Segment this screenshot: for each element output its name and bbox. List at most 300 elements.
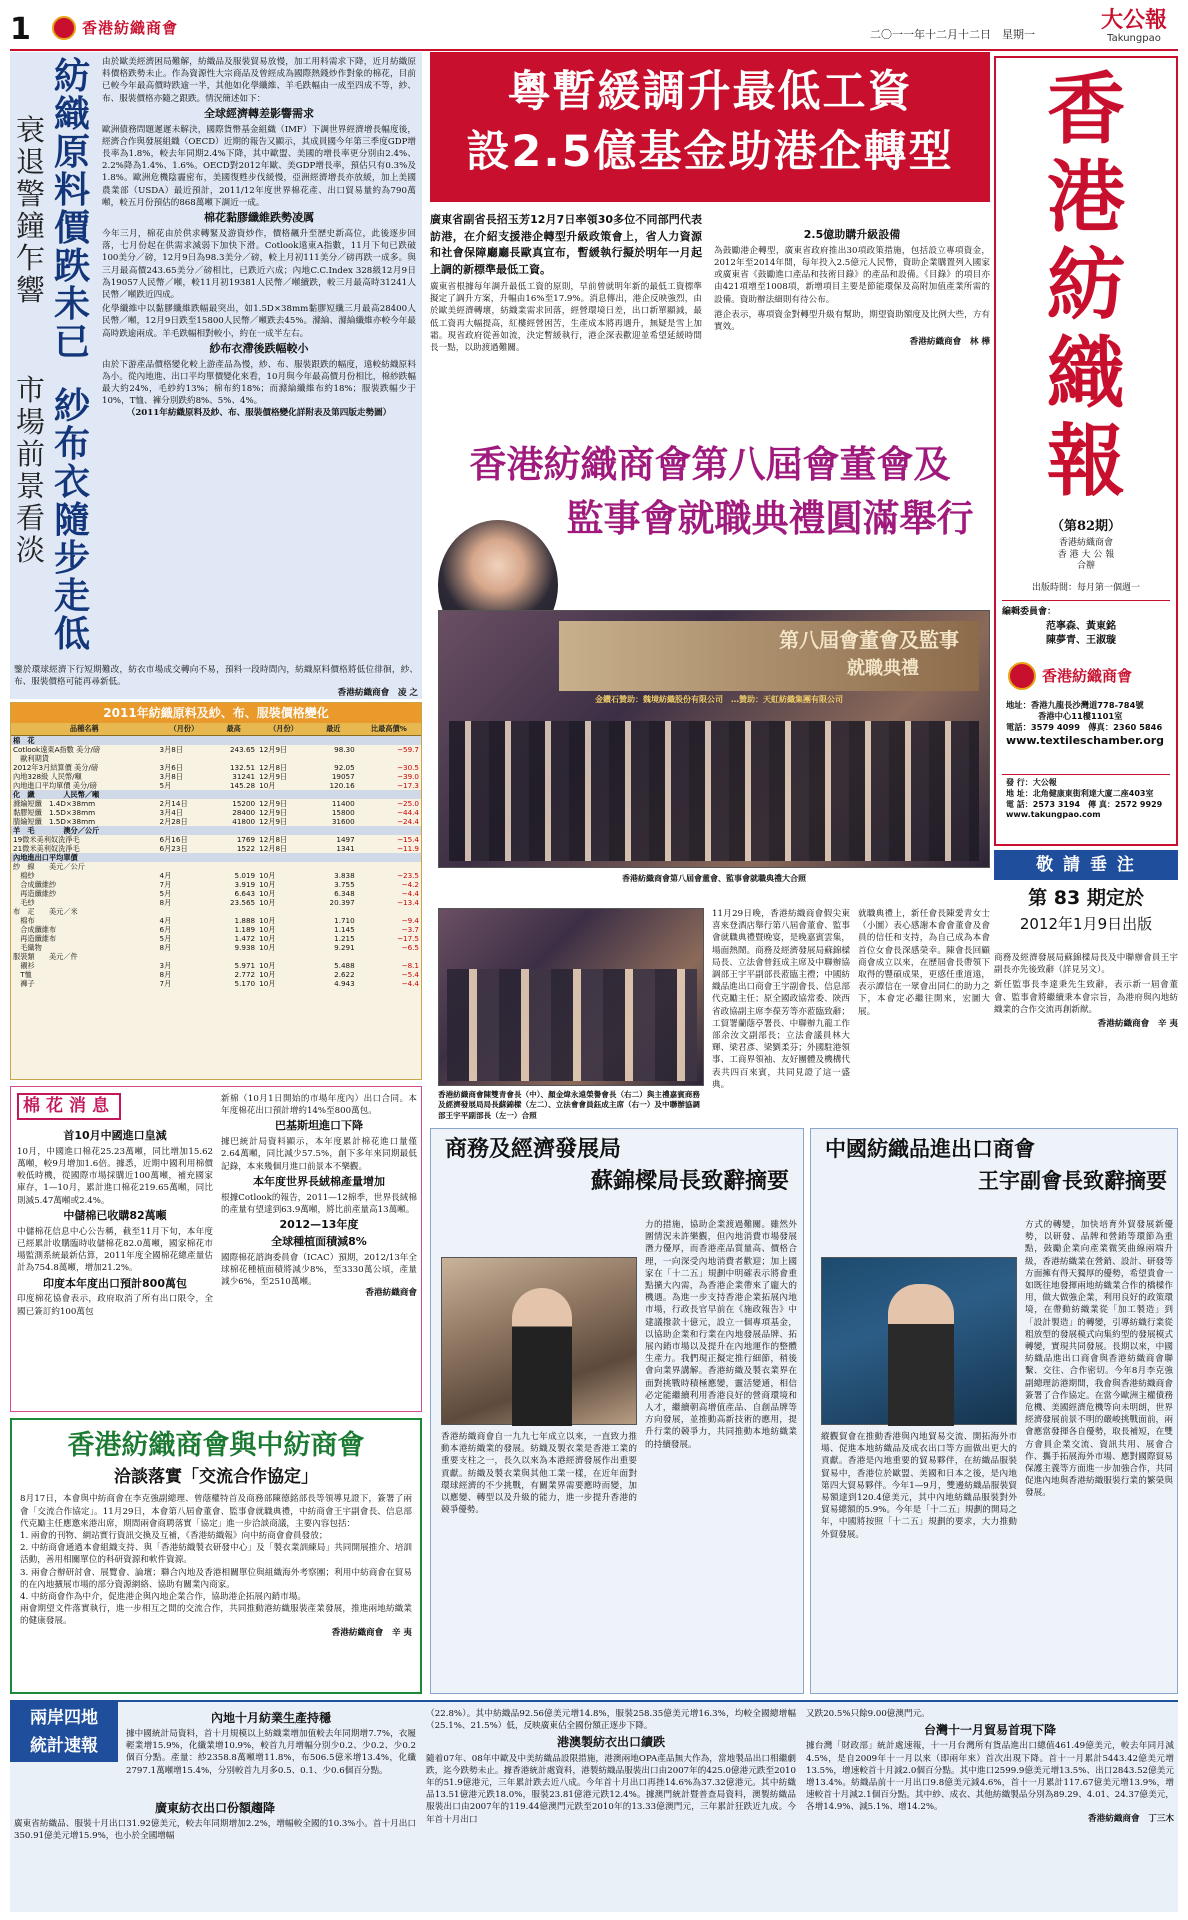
cotton-item-text: 10月，中國進口棉花25.23萬噸，同比增加15.62萬噸，較9月增加1.6倍。據悉，近期中國利用棉價較低時機，從國際市場採購近100萬噸，補充國家庫存，1—10月，累計進口棉花219.65萬噸，同比則減5.47萬噸或2.4%。 xyxy=(17,1146,213,1206)
table-cell: 3月8日 xyxy=(159,744,184,754)
table-cell: 1522 xyxy=(236,843,256,853)
table-cell: 41800 xyxy=(232,816,256,826)
price-table-row xyxy=(11,817,421,826)
table-cell xyxy=(257,952,310,961)
lead-paragraph-4: 由於下游產品價格變化較上游產品為慢，紗、布、服裝跟跌的幅度，遠較紡織原料為小。從內地進、出口平均單價變化來看，10月與今年最高價月份相比，棉紗跌幅最大約24%，毛紗約13%；棉布約18%；而滌綸纖維布約18%；服裝跌幅少于10%，T恤、褲分別跌約8%、5%、4%。 xyxy=(102,359,416,407)
table-cell: 12月8日 xyxy=(259,843,288,853)
table-cell: −3.7 xyxy=(401,924,419,934)
table-cell: −4.4 xyxy=(401,888,419,898)
table-cell xyxy=(310,754,357,763)
cotton-item-text: 中儲棉花信息中心公告稱，截至11月下旬，本年度已經累計收購臨時收儲棉花82.0萬噸，國家棉花市場監測系統最新估算，2011年度全國棉花總產量估計為754.8萬噸，增加21.2%。 xyxy=(17,1226,213,1274)
price-table-category-row xyxy=(11,790,421,799)
stats-label-1: 兩岸四地 xyxy=(30,1708,98,1728)
notice-line-2: 2012年1月9日出版 xyxy=(1019,914,1153,933)
table-cell: 3.755 xyxy=(334,879,355,889)
vice-chairman-figure xyxy=(888,1284,954,1426)
paper-logo-en: Takungpao xyxy=(1107,33,1161,44)
table-cell: 8月 xyxy=(159,897,172,907)
min-wage-body: 廣東省根據每年調升最低工資的原則，早前曾就明年新的最低工資標準擬定了調升方案，升幅由16%至17.9%。消息傳出，港企反映強烈，由於歐美經濟轉壞，紡織業需求回落，經營環境日差，出口新單顯減，最低工資再大幅提高，紅樓經營困苦，生產成本將再遇升，無疑是雪上加霜。現省政府從善如流，決定暫緩執行，港企深表歡迎並希望延緩時間長一點，以助渡過難關。 xyxy=(430,282,702,354)
ceremony-continuation xyxy=(994,952,1178,1122)
lead-paragraph-1: 歐洲債務問題遲遲未解決，國際貨幣基金組織（IMF）下調世界經濟增長幅度後，經濟合作與發展組織（OECD）近期的報告又顯示，其成員國今年第三季度GDP增長率為1.8%，較去年同期2.4%下降，其中歐盟、美國的增長率更分別由2.4%、2.2%降為1.4%、1.6%。OECD對2012年歐、美GDP增長率，預估只有0.3%及1.8%。歐洲危機陰霾密布，美國復甦步伐緩慢，亞洲經濟增長亦放緩，加上美國農業部（USDA）最近預計，2011/12年度世界棉花產、出口貿易量約為790萬噸，較五月份預估的868萬噸下調近一成。 xyxy=(102,124,416,208)
price-table-panel xyxy=(10,702,422,1080)
table-cell: 2月28日 xyxy=(159,816,188,826)
page-number: 1 xyxy=(10,12,31,47)
stats-b-head: 廣東紡衣出口份額趨降 xyxy=(154,1801,275,1815)
table-cell: 10月 xyxy=(259,897,276,907)
table-cell xyxy=(257,907,310,916)
price-table-category-row xyxy=(11,826,421,835)
table-cell: 滌綸短纖 1.4D×38mm xyxy=(13,798,96,808)
table-cell: 10月 xyxy=(259,924,276,934)
table-cell: 5.170 xyxy=(234,978,256,988)
table-cell: 7月 xyxy=(159,879,172,889)
table-cell: 10月 xyxy=(259,870,276,880)
chamber-website-link[interactable]: www.textileschamber.org xyxy=(1006,733,1165,747)
masthead-title xyxy=(996,66,1176,506)
cotton-item-text: 據巴統計局資料顯示，本年度累計棉花進口量僅2.64萬噸，同比減少57.5%，創下多年來同期最低記錄，本來幾個月進口前景本不樂觀。 xyxy=(221,1137,417,1172)
publisher-block xyxy=(1006,778,1172,821)
cotton-news-title xyxy=(17,1093,121,1120)
masthead-divider xyxy=(1002,600,1170,601)
price-table-category-row xyxy=(11,853,421,862)
table-cell: 5月 xyxy=(159,933,172,943)
table-cell: −5.4 xyxy=(401,969,419,979)
table-cell: 6月16日 xyxy=(159,834,188,844)
lead-conclusion xyxy=(14,664,418,700)
table-cell: −24.4 xyxy=(396,816,419,826)
sponsor-label: 金鑽石贊助：魏境紡織股份有限公司 …贊助：天虹紡織集團有限公司 xyxy=(595,695,843,704)
minister-body-1: 香港紡織商會自一九九七年成立以來，一直致力推動本港紡織業的發展。紡織及製衣業是香港工業的重要支柱之一，長久以來為本港經濟發展作出重要貢獻。紡織及製衣業與其他工業一樣，在近年面對環球經濟的不少挑戰，有關業界需要應時而變，加以應變、轉型以及升級的能力，進一步提升香港的競爭優勢。 xyxy=(441,1432,637,1516)
table-cell xyxy=(357,952,421,961)
table-cell: 3月8日 xyxy=(159,771,184,781)
stats-a-col xyxy=(126,1728,416,1777)
cotton-item-head: 全球種植面積減8% xyxy=(271,1234,367,1248)
stats-d-head: 台灣十一月貿易首現下降 xyxy=(923,1723,1056,1738)
table-cell: −59.7 xyxy=(396,744,419,754)
price-table-row xyxy=(11,781,421,790)
cotton-item-head: 本年度世界長絨棉產量增加 xyxy=(253,1174,385,1188)
masthead-title-char: 紡 xyxy=(1046,240,1125,331)
table-cell: 12月9日 xyxy=(259,771,288,781)
price-table-row xyxy=(11,754,421,763)
category-label: 棉 花 xyxy=(11,735,421,745)
price-table-row xyxy=(11,889,421,898)
lead-paragraph-5: 鑒於環球經濟下行短期難改，紡衣市場成交轉向不易，預料一段時間內，紡織原料價格將低位徘徊，紗、布、服裝價格可能再尋新低。 xyxy=(14,665,418,688)
table-cell xyxy=(357,754,421,763)
table-cell xyxy=(158,754,211,763)
table-cell: 4.943 xyxy=(334,978,355,988)
table-cell: 12月9日 xyxy=(259,816,288,826)
table-cell: 紗 線 美元／公斤 xyxy=(13,861,85,871)
cotton-news-byline: 香港紡織商會 xyxy=(365,1288,417,1299)
cooperation-subhead: 洽談落實「交流合作協定」 xyxy=(114,1467,318,1488)
table-cell: 4月 xyxy=(159,870,172,880)
issue-date: 二〇一一年十二月十二日 星期一 xyxy=(870,28,1035,41)
table-cell: 1341 xyxy=(336,843,355,853)
table-cell: 合成纖維紗 xyxy=(13,879,57,889)
min-wage-subhead: 2.5億助購升級設備 xyxy=(803,228,901,241)
cotton-item-head: 巴基斯坦進口下降 xyxy=(275,1119,363,1133)
table-cell: 2.622 xyxy=(334,969,355,979)
price-table-row xyxy=(11,763,421,772)
group-photo-caption: 香港紡織商會第八屆會董會、監事會就職典禮大合照 xyxy=(622,874,806,883)
table-cell: 2.772 xyxy=(234,969,256,979)
editors xyxy=(1046,620,1116,647)
table-cell: 5.971 xyxy=(234,960,256,970)
stats-a-col-wide xyxy=(14,1798,416,1843)
price-table-row xyxy=(11,925,421,934)
vice-chairman-headline-2: 王宇副會長致辭摘要 xyxy=(978,1169,1167,1193)
table-cell: 1.472 xyxy=(234,933,256,943)
stats-label-2: 統計速報 xyxy=(30,1736,98,1756)
stats-d-col xyxy=(806,1708,1174,1825)
col-header: （月份） xyxy=(158,723,211,735)
table-cell xyxy=(310,907,357,916)
table-cell xyxy=(158,952,211,961)
masthead-title-char: 港 xyxy=(1046,152,1125,243)
price-table-row xyxy=(11,943,421,952)
price-table-row xyxy=(11,799,421,808)
cooperation-headline: 香港紡織商會與中紡商會 xyxy=(67,1430,365,1461)
next-issue-notice xyxy=(994,850,1178,946)
table-cell: 20.397 xyxy=(329,897,355,907)
table-cell xyxy=(210,952,257,961)
ceremony-body: 11月29日晚，香港紡織商會假尖東喜來登酒店舉行第八屆會董會、監事會就職典禮暨晚宴，是晚嘉賓雲集，場面熱鬧。商務及經濟發展局蘇錦樑局長、立法會曾鈺成主席及中聯辦協調部王宇平副部長蒞臨主禮；中國紡織品進出口商會王宇副會長、信息部代克勵主任；原全國政協常委、陝西省政協副主席李葆芳等亦蒞臨致辭；工貿署蘭蔭亭署長、中聯辦九龍工作部余汝文副部長；立法會議員林大輝、梁君彥、梁劉柔芬；外國駐港領事、工商界領袖、友好團體及機構代表共四百來賓，共同見證了這一盛典。 xyxy=(712,909,850,1090)
price-table-row xyxy=(11,862,421,871)
price-table-row xyxy=(11,871,421,880)
notice-line-1: 第 83 期定於 xyxy=(1028,887,1144,909)
table-cell: −13.4 xyxy=(396,897,419,907)
table-cell: 10月 xyxy=(259,780,276,790)
col-header: 最近 xyxy=(310,723,357,735)
table-cell: 7月 xyxy=(159,978,172,988)
backdrop-banner xyxy=(559,621,979,691)
table-cell: 6月23日 xyxy=(159,843,188,853)
ceremony-headline-2: 監事會就職典禮圓滿舉行 xyxy=(566,497,974,540)
table-cell: −6.5 xyxy=(401,942,419,952)
ceremony-body-col xyxy=(712,908,850,1120)
lead-vertical-subtitle-a: 衰退警鐘乍響 xyxy=(16,113,46,307)
table-cell: 5月 xyxy=(159,780,172,790)
table-cell: 毛織物 xyxy=(13,942,42,952)
editorial-label: 編輯委員會： xyxy=(1002,607,1057,617)
table-cell: 1497 xyxy=(336,834,355,844)
notice-title: 敬 請 垂 注 xyxy=(994,850,1178,880)
presentation-people xyxy=(447,969,697,1081)
table-cell: −25.0 xyxy=(396,798,419,808)
price-table-title: 2011年紡織原料及紗、布、服裝價格變化 xyxy=(11,703,421,723)
table-cell: 2月14日 xyxy=(159,798,188,808)
table-cell xyxy=(210,754,257,763)
price-table-row xyxy=(11,961,421,970)
table-cell: −17.5 xyxy=(396,933,419,943)
col-header: 最高 xyxy=(210,723,257,735)
cotton-item-text: 印度棉花協會表示，政府取消了所有出口限令，全國已簽訂約100萬包 xyxy=(17,1294,213,1317)
price-table-row xyxy=(11,952,421,961)
ceremony-body-c: 商務及經濟發展局蘇錦樑局長及中聯辦會員王宇副長亦先後致辭（詳見另文）。 xyxy=(994,953,1178,976)
takungpao-website-link[interactable]: www.takungpao.com xyxy=(1006,810,1101,820)
vice-chairman-photo xyxy=(821,1257,1017,1425)
editors-line-1: 范寧森、黃東銘 xyxy=(1046,621,1116,632)
stats-byline: 香港紡織商會 丁三木 xyxy=(1088,1813,1174,1824)
table-cell: 9.291 xyxy=(334,942,355,952)
table-cell: 31600 xyxy=(331,816,355,826)
lead-table-note: （2011年紡織原料及紗、布、服裝價格變化詳附表及第四版走勢圖） xyxy=(126,408,392,419)
stats-c-col xyxy=(426,1708,796,1826)
table-cell: 243.65 xyxy=(229,744,256,754)
cotton-item-head: 中儲棉已收購82萬噸 xyxy=(63,1208,167,1222)
address-line: 電話：3579 4099 傳真：2360 5846 xyxy=(1006,722,1163,733)
table-cell: 15200 xyxy=(232,798,256,808)
masthead-box xyxy=(994,56,1178,846)
price-table-row xyxy=(11,772,421,781)
masthead-org-logo xyxy=(1004,658,1170,694)
table-cell: 8月 xyxy=(159,942,172,952)
min-wage-body-3: 港企表示，專項資金對轉型升級有幫助，期望資助額度及比例大些，方有實效。 xyxy=(714,309,990,333)
min-wage-col-1 xyxy=(430,212,702,412)
table-cell: 10月 xyxy=(259,960,276,970)
table-cell: 10月 xyxy=(259,915,276,925)
header-rule xyxy=(10,49,1178,51)
table-cell: 1.145 xyxy=(334,924,355,934)
col-header: （月份） xyxy=(257,723,310,735)
table-cell: 23.565 xyxy=(229,897,256,907)
table-cell: 28400 xyxy=(232,807,256,817)
table-cell: 襯衫 xyxy=(13,960,35,970)
table-cell: 21微米美利奴洗淨毛 xyxy=(13,843,80,853)
min-wage-headline-2: 設2.5億基金助港企轉型 xyxy=(466,127,954,177)
table-cell: 120.16 xyxy=(329,780,355,790)
table-cell: 合成纖維布 xyxy=(13,924,57,934)
table-cell: 褲子 xyxy=(13,978,35,988)
table-cell: 11400 xyxy=(331,798,355,808)
table-cell: 1.710 xyxy=(334,915,355,925)
table-cell: 31241 xyxy=(232,771,256,781)
stats-c-head: 港澳製紡衣出口續跌 xyxy=(556,1735,665,1750)
table-cell: 內地328級 人民幣/噸 xyxy=(13,771,82,781)
price-table-row xyxy=(11,835,421,844)
vice-chairman-col-2 xyxy=(1025,1219,1173,1689)
price-table-row xyxy=(11,844,421,853)
table-cell: 再造纖維布 xyxy=(13,933,57,943)
table-cell: 6.348 xyxy=(334,888,355,898)
stats-d-text-1: 又跌20.5%只餘9.00億澳門元。 xyxy=(806,1709,930,1719)
masthead-title-char: 織 xyxy=(1046,328,1125,419)
table-cell: 6月 xyxy=(159,924,172,934)
table-cell: 19微米美利奴洗淨毛 xyxy=(13,834,80,844)
lead-subhead-2: 棉花黏膠纖維跌勢凌厲 xyxy=(204,211,314,225)
vice-chairman-col-1 xyxy=(821,1431,1017,1689)
table-cell: 4月 xyxy=(159,915,172,925)
table-cell: 8月 xyxy=(159,969,172,979)
masthead-frequency: 出版時間：每月第一個週一 xyxy=(1031,583,1140,593)
table-cell xyxy=(210,862,257,871)
stats-label xyxy=(10,1702,118,1762)
ceremony-body-b: 就職典禮上，新任會長陳愛青女士（小圖）表心感謝本會會董會及會員的信任和支持，為自己成為本會首位女會長深感榮幸。陳會長回顧商會成立以來，在歷屆會長帶領下取得的豐碩成果，更感任重道遠，表示譚信在一眾會出同仁的助力之下，本會定必繼往開來，宏圖大展。 xyxy=(858,909,990,1017)
ceremony-article xyxy=(430,420,990,1120)
price-table-row xyxy=(11,808,421,817)
price-table-row xyxy=(11,934,421,943)
cooperation-article xyxy=(10,1418,422,1694)
cooperation-point: 2. 中紡商會通過本會組織支持、與「香港紡織製衣研發中心」及「製衣業訓練局」共同開展推介、培訓活動，善用相關單位的科研資源和軟件資源。 xyxy=(20,1543,412,1566)
price-table-row xyxy=(11,880,421,889)
table-cell: 12月8日 xyxy=(259,762,288,772)
ceremony-body-d: 新任監事長李達秉先生致辭，表示新一屆會董會、監事會將繼續秉本會宗旨，為港府與內地紡織業的合作交流再創新猷。 xyxy=(994,980,1178,1015)
table-cell: −44.4 xyxy=(396,807,419,817)
paper-logo-text: 大公報 xyxy=(1100,7,1167,33)
stats-section xyxy=(10,1700,1178,1912)
price-table-row xyxy=(11,907,421,916)
stats-a-head: 內地十月紡業生產持穩 xyxy=(210,1711,331,1725)
table-cell: 棉布 xyxy=(13,915,35,925)
lead-intro: 由於歐美經濟困局難解，紡織品及服裝貿易放慢，加工用料需求下降，近月紡織原料價格跌勢未止。作為資源性大宗商品及曾經成為國際熱錢炒作對象的棉花，目前已較今年最高價時跌逾一半，其他如化學纖維、羊毛跌幅由一成至四成不等，紗、布、服裝價格亦隨之跟跌。情況簡述如下： xyxy=(102,57,416,104)
table-cell: −9.4 xyxy=(401,915,419,925)
col-header: 比最高價% xyxy=(357,723,421,735)
minister-col-2 xyxy=(645,1219,797,1689)
price-table xyxy=(11,723,421,988)
cotton-news-col-2 xyxy=(221,1093,417,1409)
table-cell: 145.28 xyxy=(229,780,256,790)
table-cell: 6.643 xyxy=(234,888,256,898)
table-cell xyxy=(158,862,211,871)
table-cell: 1.888 xyxy=(234,915,256,925)
address-line: 香港中心11樓1101室 xyxy=(1038,711,1123,722)
masthead-publishers xyxy=(996,538,1176,573)
cotton-news-col-1 xyxy=(17,1127,213,1409)
table-cell: 10月 xyxy=(259,879,276,889)
group-photo xyxy=(438,610,990,868)
vice-chairman-body-2: 方式的轉變，加快培育外貿發展新優勢，以研發、品牌和營銷等環節為重點，鼓勵企業向產業微笑曲線兩端升級，香港紡織業在營銷、設計、研發等方面擁有得天獨厚的優勢，希望貴會一如既往地發揮兩地紡織業合作的橋樑作用，做大做強企業，利用良好的政策環境，在帶動紡織業從「加工製造」到「設計製造」的轉變，引導紡織行業從粗放型的發展模式向集約型的發展模式轉變，實現共同發展。長期以來，中國紡織品進出口商會與香港紡織商會聯繫、交往、合作密切。今年8月李克強副總理訪港期間，我會與香港紡織商會簽署了合作協定。在當今歐洲主權債務危機、美國經濟危機等向未明朗，世界經濟發展前景不明的嚴峻挑戰面前，兩會應當發揮各自優勢，取長補短，在雙方會員企業交流、資訊共用、展會合作、攜手拓展海外市場、應對國際貿易保護主義等方面進一步加強合作，共同促進內地與香港紡織服裝行業的繁榮與發展。 xyxy=(1025,1220,1173,1499)
min-wage-byline: 香港紡織商會 林 樺 xyxy=(909,337,990,348)
lead-paragraph-2: 今年三月，棉花由於供求轉緊及游資炒作，價格飆升至歷史新高位，此後逐步回落，七月份起在供需求減弱下加快下滑。Cotlook遠東A指數，11月下旬已跌破100美分／磅，12月9日為98.3美分／磅，較上月初111美分／磅再跌一成多。與三月最高價243.65美分／磅相比，已跌近六成；內地C.C.Index 328級12月9日為19057人民幣／噸，較11月初19381人民幣／噸續跌，較三月最高時31241人民幣／噸跌近四成。 xyxy=(102,228,416,300)
stats-c-text: 隨着07年、08年中歐及中美紡織品設限措施，港澳兩地OPA產品無大作為，當地製品出口相繼劇跌，迄今跌勢未止。據香港統計處資料，港製紡織品服裝出口由2007年的425.0億港元跌至2010年的51.9億港元，三年累計跌去近八成。今年首十月出口再挫14.6%為37.32億港元。其中紡織品13.51億港元跌18.0%，服裝23.81億港元跌12.4%。據澳門統計暨普查局資料，澳製紡織品服裝出口由2007年的119.44億澳門元跌至2010年的13.33億澳門元，三年累計狂跌近九成。今年首十月出口 xyxy=(426,1753,796,1825)
lead-paragraph-3: 化學纖維中以黏膠纖維跌幅最突出，如1.5D×38mm黏膠短纖三月最高28400人民幣／噸，12月9日跌至15800人民幣／噸跌去45%。滌綸、滌綸纖維亦較今年最高時跌逾兩成。羊毛跌幅相對較小，約在一成半左右。 xyxy=(102,304,416,339)
min-wage-body-2: 為鼓勵港企轉型，廣東省政府推出30項政策措施，包括設立專項資金，2012年至2014年間，每年投入2.5億元人民幣，資助企業購置列入國家或廣東省《鼓勵進口產品和技術目錄》的產品和設備。《目錄》的項目亦由421項增至1008項，新增項目主要是節能環保及高附加值產業所需的設備。資助辦法細則有待公布。 xyxy=(714,245,990,305)
minister-headline-1: 商務及經濟發展局 xyxy=(445,1137,622,1162)
table-cell: 10月 xyxy=(259,933,276,943)
cooperation-point: 3. 兩會合辦研討會、展覽會、論壇；聯合內地及香港相關單位與組織海外考察團；利用中紡商會在貿易的在內地擴展市場的部分資源網絡、協助有關業內商家。 xyxy=(20,1567,412,1590)
table-cell: 92.05 xyxy=(334,762,355,772)
lead-vertical-title-b: 紗布衣隨步走低 xyxy=(54,386,91,655)
table-cell: 布 疋 美元／米 xyxy=(13,906,78,916)
minister-speech xyxy=(430,1128,804,1694)
table-cell: 12月8日 xyxy=(259,834,288,844)
ceremony-byline: 香港紡織商會 辛 夷 xyxy=(1097,1019,1178,1030)
presentation-photo-caption: 香港紡織商會陳雙青會長（中）、顏金煒永遠榮譽會長（右二）與主禮嘉賓商務及經濟發展局局長蘇錦樑（左二）、立法會會員鈺成主席（右一）及中聯辦協調部王宇平副部長（左一）合照 xyxy=(438,1090,700,1120)
table-cell: 1769 xyxy=(236,834,256,844)
table-cell: 12月9日 xyxy=(259,744,288,754)
presentation-photo xyxy=(438,908,704,1086)
cotton-item-text: 新棉（10月1日開始的市場年度內）出口合同。本年度棉花出口預計增約14%至800萬包。 xyxy=(221,1094,417,1117)
org-logo-text: 香港紡織商會 xyxy=(82,19,179,37)
min-wage-article xyxy=(430,52,990,412)
cotton-news-title-text: 棉花消息 xyxy=(17,1093,121,1120)
publisher-line: 發 行：大公報 xyxy=(1006,778,1057,787)
table-cell: 15800 xyxy=(331,807,355,817)
category-label: 內地進出口平均單價 xyxy=(11,853,421,862)
backdrop-title: 第八屆會董會及監事 xyxy=(779,628,959,652)
category-label: 羊 毛 澳分／公斤 xyxy=(11,826,421,835)
table-cell: T恤 xyxy=(13,969,32,979)
table-cell: −8.1 xyxy=(401,960,419,970)
table-cell: 再造纖維紗 xyxy=(13,888,57,898)
cooperation-byline: 香港紡織商會 辛 夷 xyxy=(331,1627,412,1638)
table-cell: 1.215 xyxy=(334,933,355,943)
table-cell: 腈綸短纖 1.5D×38mm xyxy=(13,816,96,826)
table-cell: −17.3 xyxy=(396,780,419,790)
table-cell: 132.51 xyxy=(229,762,256,772)
price-table-body xyxy=(11,735,421,988)
table-cell xyxy=(357,907,421,916)
org-emblem-icon xyxy=(52,16,76,40)
table-cell: 12月9日 xyxy=(259,807,288,817)
lead-article xyxy=(10,52,422,699)
table-cell: 棉紗 xyxy=(13,870,35,880)
table-cell: 3.919 xyxy=(234,879,256,889)
lead-vertical-subtitle-b: 市場前景看淡 xyxy=(16,373,46,567)
table-cell: 3月 xyxy=(159,960,172,970)
table-cell: −23.5 xyxy=(396,870,419,880)
paper-logo xyxy=(1090,8,1178,48)
lead-body xyxy=(102,56,416,626)
table-cell xyxy=(210,907,257,916)
table-cell: 歐利期貨 xyxy=(13,753,49,763)
masthead-title-char: 報 xyxy=(1046,416,1125,507)
price-table-header-row xyxy=(11,723,421,735)
table-cell: 服裝類 美元／件 xyxy=(13,951,78,961)
min-wage-col-2 xyxy=(714,212,990,412)
table-cell: −11.9 xyxy=(396,843,419,853)
table-cell: 10月 xyxy=(259,888,276,898)
table-cell: 19057 xyxy=(331,771,355,781)
table-cell: −4.4 xyxy=(401,978,419,988)
publisher-line: 電 話：2573 3194 傳 真：2572 9929 xyxy=(1006,799,1163,809)
publisher-2: 香 港 大 公 報 xyxy=(1057,549,1115,560)
table-cell: 毛紗 xyxy=(13,897,35,907)
price-table-category-row xyxy=(11,735,421,745)
cooperation-outro: 兩會期望文件落實執行，進一步相互之間的交流合作，共同推動港紡織服裝產業發展，推進兩地紡織業的健康發展。 xyxy=(20,1604,412,1627)
table-cell: −4.2 xyxy=(401,879,419,889)
cooperation-intro: 8月17日，本會與中紡商會在李克強副總理、曾蔭權特首及商務部陳德銘部長等領導見證下，簽署了兩會「交流合作協定」。11月29日，本會第八屆會董會、監事會就職典禮，中紡商會王宇副會長、信息部代克勵主任應邀來港出席，期間兩會商聘落實「協定」進一步洽談商議，主要內容包括： xyxy=(20,1494,412,1529)
table-cell xyxy=(158,907,211,916)
table-cell: 10月 xyxy=(259,969,276,979)
price-table-row xyxy=(11,916,421,925)
minister-body-2: 力的措施，協助企業渡過難關。雖然外圍情況未許樂觀，但內地消費市場發展潛力優厚，而香港產品質量高、價格合理，一向深受內地消費者歡迎；加上國家在「十二五」規劃中明確表示將會重點擴大內需，為香港企業帶來了龐大的機遇。為進一步支持香港企業拓展內地市場，行政長官早前在《施政報告》中建議撥款十億元，設立一個專項基金，以協助企業和行業在內地發展品牌、拓展內銷市場以及提升在內地運作的整體生產力。我們現正擬定推行細節，稍後會向業界講解。香港紡織及製衣業界在面對挑戰時積極應變，靈活變通，相信必定能繼續利用香港良好的營商環境和人才，繼續朝高增值產品、自創品牌等方向發展，並推動高新技術的應用，提升行業的競爭力，共同推動本地紡織業的持續發展。 xyxy=(645,1220,797,1450)
table-cell xyxy=(357,862,421,871)
table-cell: 5.488 xyxy=(334,960,355,970)
min-wage-lede: 廣東省副省長招玉芳12月7日率領30多位不同部門代表訪港，在介紹支援港企轉型升級政策會上，省人力資源和社會保障廳廳長歐真宣布，暫緩執行擬於明年一月起上調的新標準最低工資。 xyxy=(430,213,702,276)
cotton-news-box xyxy=(10,1086,422,1412)
table-cell: 5.019 xyxy=(234,870,256,880)
cotton-item-text: 國際棉花諮詢委員會（ICAC）預期，2012/13年全球棉花種植面積將減少8%，至3330萬公頃，產量減少6%，至2510萬噸。 xyxy=(221,1252,417,1288)
col-header: 品種名稱 xyxy=(11,723,158,735)
ceremony-body-col-2 xyxy=(858,908,990,1120)
minister-photo xyxy=(441,1257,637,1425)
cotton-item-head: 印度本年度出口預計800萬包 xyxy=(43,1276,187,1290)
table-cell: 1.189 xyxy=(234,924,256,934)
cooperation-point: 4. 中紡商會作為中介，促進港企與內地企業合作，協助港企拓展內銷市場。 xyxy=(20,1592,306,1602)
lead-vertical-title-a: 紡織原料價跌未已 xyxy=(54,56,91,363)
table-cell: 10月 xyxy=(259,978,276,988)
table-cell: 5月 xyxy=(159,888,172,898)
ceremony-headline-1: 香港紡織商會第八屆會董會及 xyxy=(469,443,951,486)
min-wage-headline-box xyxy=(430,52,990,202)
price-table-row xyxy=(11,979,421,988)
table-cell: 9.938 xyxy=(234,942,256,952)
table-cell: 10月 xyxy=(259,942,276,952)
table-cell xyxy=(257,862,310,871)
address-line: 地址：香港九龍長沙灣道778-784號 xyxy=(1006,700,1144,710)
